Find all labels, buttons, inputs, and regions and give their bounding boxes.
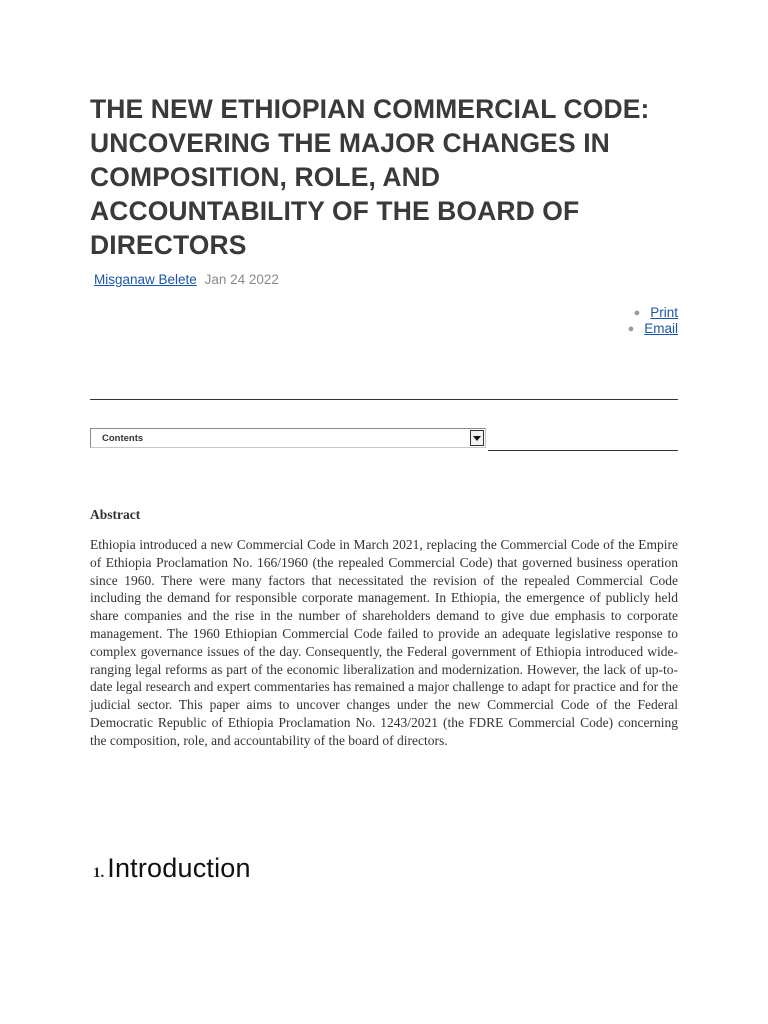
divider: [90, 399, 678, 400]
chevron-down-icon-glyph: [473, 436, 481, 441]
article-title: THE NEW ETHIOPIAN COMMERCIAL CODE: UNCOVERING THE MAJOR CHANGES IN COMPOSITION, ROLE, AND ACCOUNTABILITY OF THE BOARD OF DIRECTORS: [90, 94, 650, 260]
chevron-down-icon[interactable]: [470, 430, 484, 446]
share-item-print: [628, 305, 678, 321]
divider: [488, 450, 678, 451]
bullet-icon: ●: [633, 307, 641, 319]
author-link[interactable]: Misganaw Belete: [94, 272, 197, 287]
bullet-icon: ●: [627, 323, 635, 335]
byline: [94, 272, 279, 288]
print-link[interactable]: Print: [650, 305, 678, 320]
section-heading: [93, 853, 251, 884]
section-number: 1.: [93, 865, 105, 881]
section-title: Introduction: [107, 853, 251, 883]
email-link[interactable]: Email: [644, 321, 678, 336]
abstract-body: Ethiopia introduced a new Commercial Code in March 2021, replacing the Commercial Code of the Empire of Ethiopia Proclamation No. 166/1960 (the repealed Commercial Code) that governed business operation since 1960. There were many factors that necessitated the revision of the repealed Commercial Code including the demand for responsible corporate management. In Ethiopia, the emergence of publicly held share companies and the rise in the number of shareholders demand to give due emphasis to corporate management. The 1960 Ethiopian Commercial Code failed to provide an adequate legislative response to complex governance issues of the day. Consequently, the Federal government of Ethiopia introduced wide-ranging legal reforms as part of the economic liberalization and modernization. However, the lack of up-to-date legal research and expert commentaries has remained a major challenge to adapt for practice and for the judicial sector. This paper aims to uncover changes under the new Commercial Code of the Federal Democratic Republic of Ethiopia Proclamation No. 1243/2021 (the FDRE Commercial Code) concerning the composition, role, and accountability of the board of directors.: [90, 537, 678, 748]
share-list: [628, 305, 678, 337]
publish-date: Jan 24 2022: [204, 272, 279, 287]
share-item-email: [628, 321, 678, 337]
contents-dropdown[interactable]: [90, 428, 486, 448]
abstract-heading: Abstract: [90, 507, 141, 522]
contents-dropdown-value: Contents: [102, 433, 144, 444]
